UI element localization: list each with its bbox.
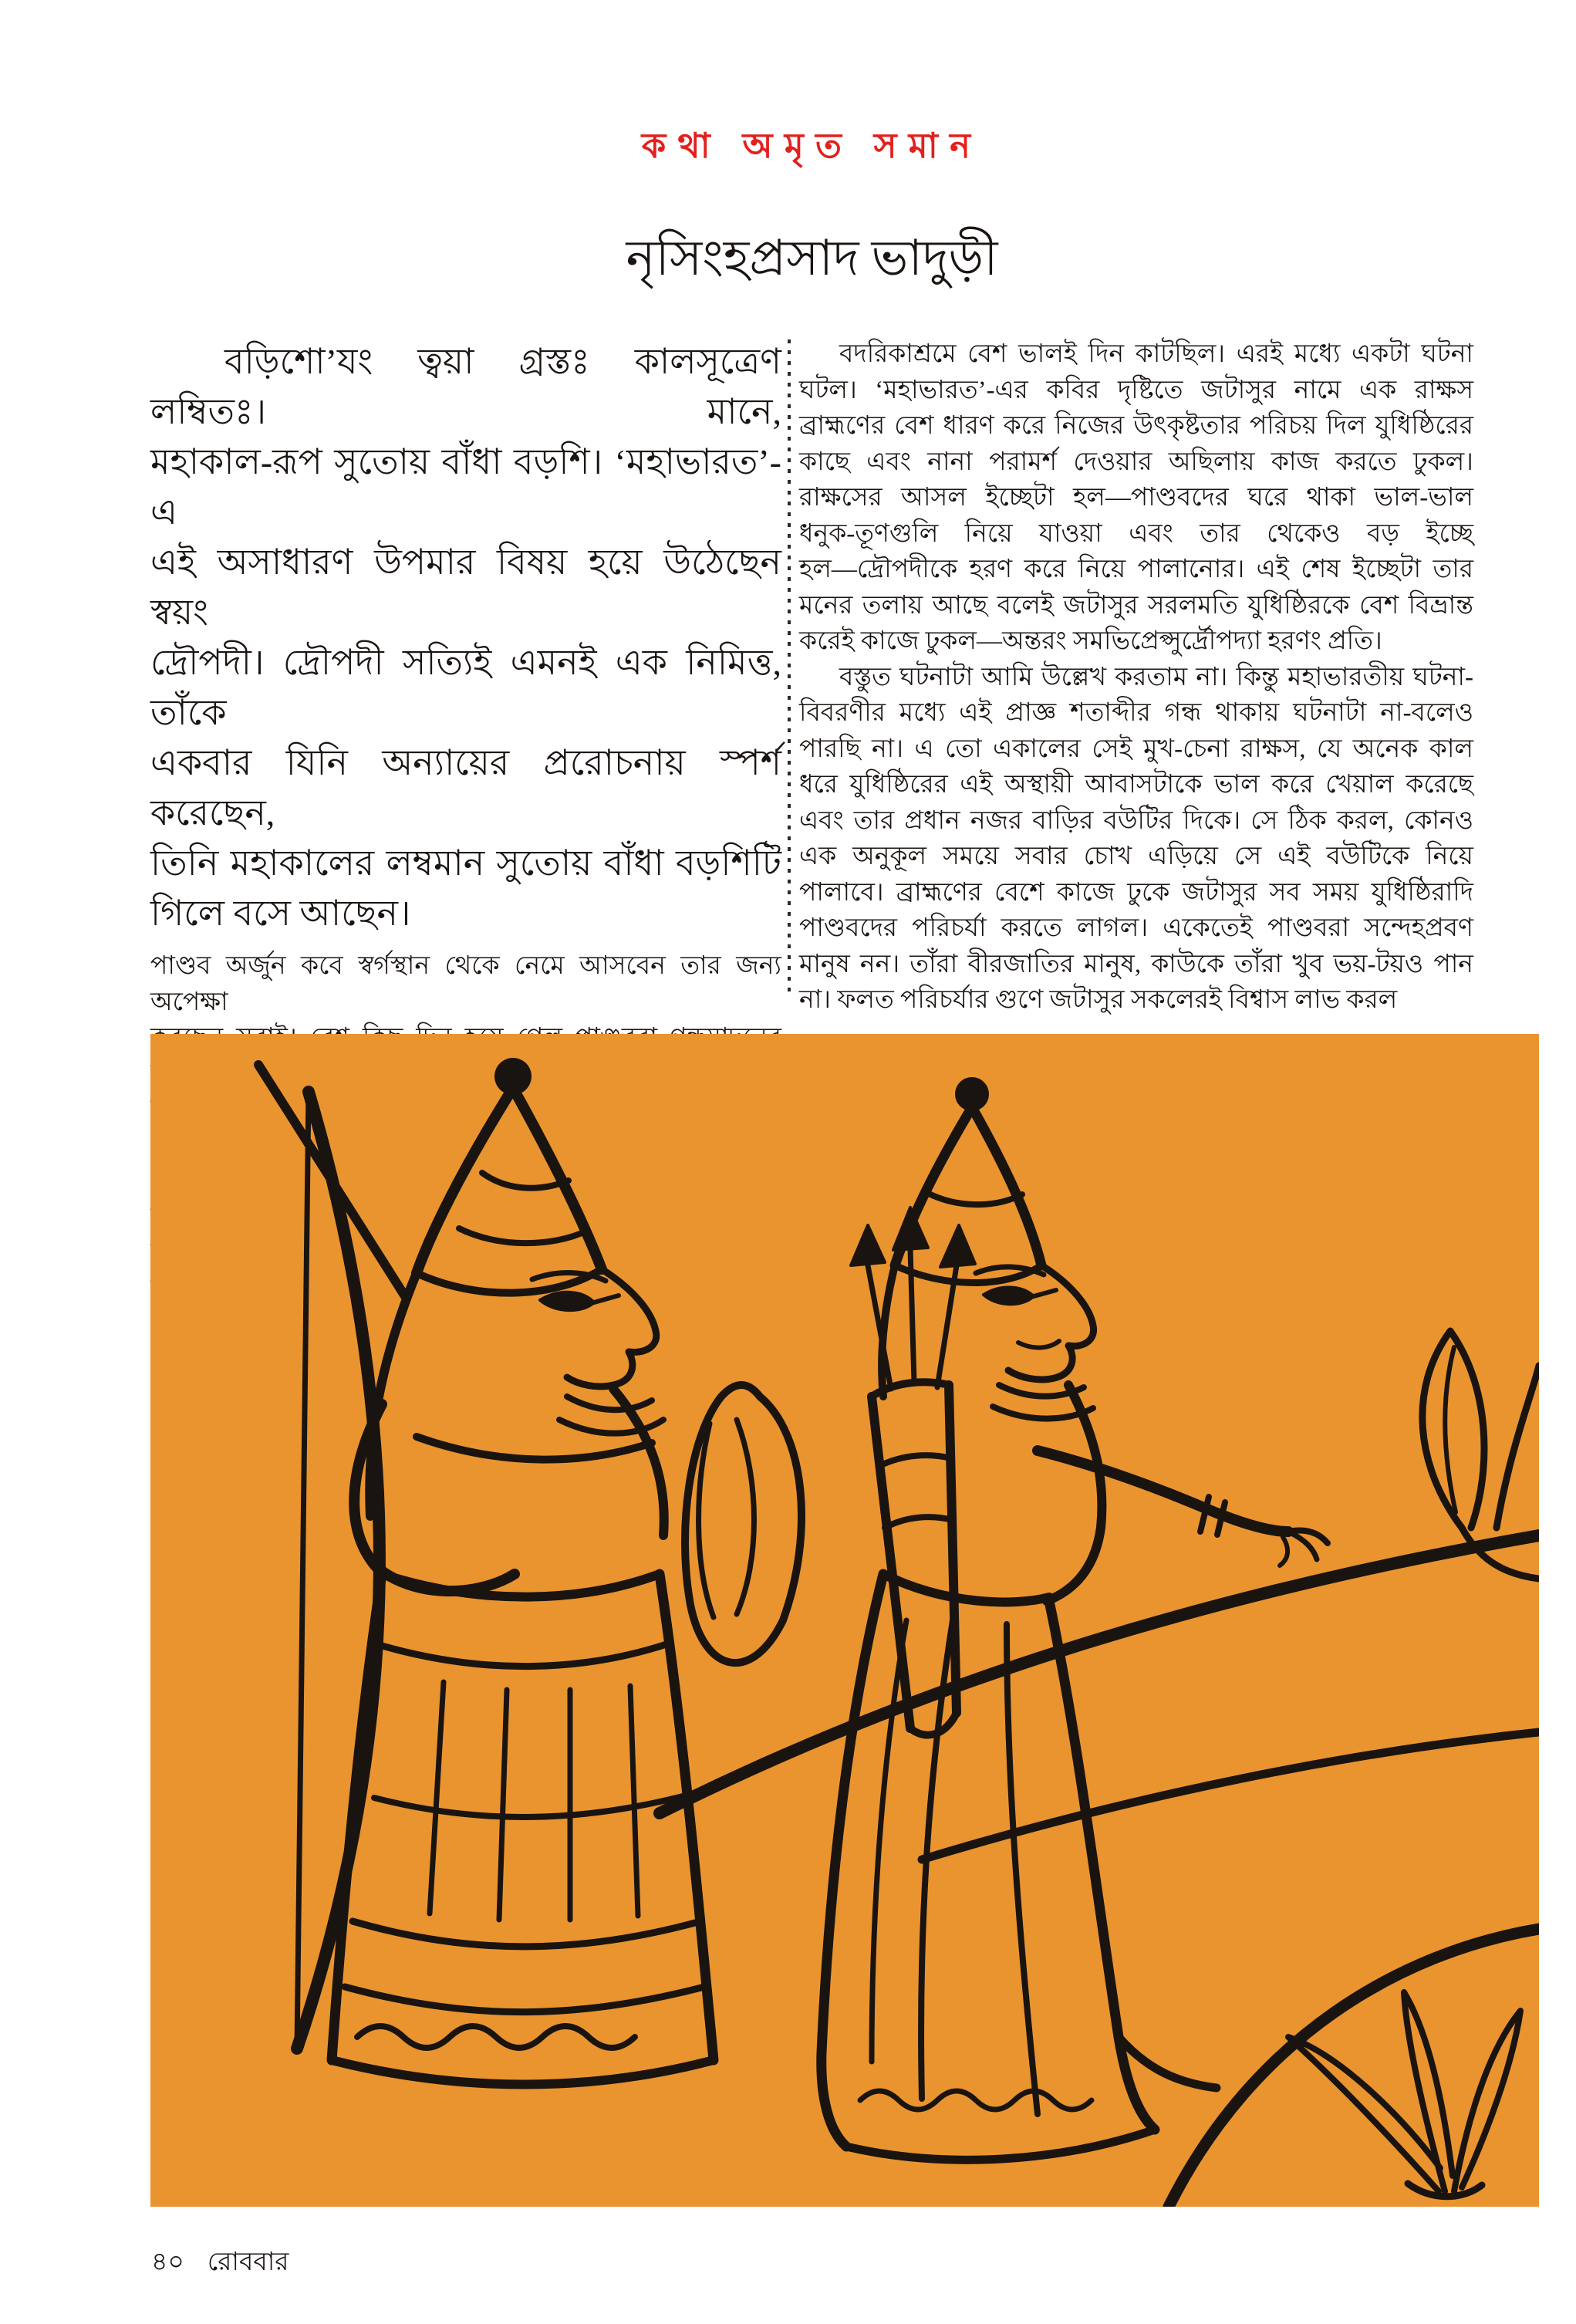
lede-paragraph — [150, 336, 781, 938]
text-line: ঘটল। ‘মহাভারত’-এর কবির দৃষ্টিতে জটাসুর নামে এক রাক্ষস — [799, 376, 1473, 404]
text-line: ধনুক-তূণগুলি নিয়ে যাওয়া এবং তার থেকেও বড় ইচ্ছে — [799, 519, 1473, 548]
page-number: ৪০ — [151, 2248, 184, 2276]
text-line: এবং তার প্রধান নজর বাড়ির বউটির দিকে। সে ঠিক করল, কোনও — [799, 806, 1473, 835]
text-line: মনের তলায় আছে বলেই জটাসুর সরলমতি যুধিষ্ঠিরকে বেশ বিভ্রান্ত — [799, 591, 1473, 620]
text-line: হল—দ্রৌপদীকে হরণ করে নিয়ে পালানোর। এই শেষ ইচ্ছেটা তার — [799, 556, 1473, 583]
text-line: বড়িশো’যং ত্বয়া গ্রস্তঃ কালসূত্রেণ লম্বিতঃ। মানে, — [150, 342, 781, 431]
text-line: দ্রৌপদী। দ্রৌপদী সত্যিই এমনই এক নিমিত্ত, তাঁকে — [150, 643, 781, 732]
text-line: না। ফলত পরিচর্যার গুণে জটাসুর সকলেরই বিশ্বাস লাভ করল — [799, 986, 1398, 1014]
text-line: এক অনুকূল সময়ে সবার চোখ এড়িয়ে সে এই বউটিকে নিয়ে — [799, 843, 1473, 870]
text-line: বস্তুত ঘটনাটা আমি উল্লেখ করতাম না। কিন্তু মহাভারতীয় ঘটনা- — [839, 663, 1473, 691]
column-right — [799, 336, 1473, 1018]
text-line: পাণ্ডবদের পরিচর্যা করতে লাগল। একেতেই পাণ্ডবরা সন্দেহপ্রবণ — [799, 914, 1473, 942]
text-line: পালাবে। ব্রাহ্মণের বেশে কাজে ঢুকে জটাসুর সব সময় যুধিষ্ঠিরাদি — [799, 878, 1473, 907]
text-line: করেই কাজে ঢুকল—অন্তরং সমভিপ্রেপ্সুর্দ্রৌপদ্যা হরণং প্রতি। — [799, 627, 1382, 655]
text-line: একবার যিনি অন্যায়ের প্ররোচনায় স্পর্শ করেছেন, — [150, 743, 781, 833]
text-line: পারছি না। এ তো একালের সেই মুখ-চেনা রাক্ষস, যে অনেক কাল — [799, 735, 1473, 763]
text-line: রাক্ষসের আসল ইচ্ছেটা হল—পাণ্ডবদের ঘরে থাকা ভাল-ভাল — [799, 484, 1473, 512]
patachitra-illustration — [150, 1034, 1539, 2207]
patachitra-illustration-canvas — [150, 1034, 1539, 2207]
column-divider-dotted-rule — [788, 339, 791, 991]
page-footer — [151, 2247, 289, 2278]
text-line: গিলে বসে আছেন। — [150, 893, 411, 933]
text-line: মানুষ নন। তাঁরা বীরজাতির মানুষ, কাউকে তাঁরা খুব ভয়-টয়ও পান — [799, 950, 1473, 978]
text-line: ব্রাহ্মণের বেশ ধারণ করে নিজের উৎকৃষ্টতার পরিচয় দিল যুধিষ্ঠিরের — [799, 412, 1473, 440]
text-line: বিবরণীর মধ্যে এই প্রাজ্ঞ শতাব্দীর গন্ধ থাকায় ঘটনাটা না-বলেও — [799, 699, 1473, 727]
page-title-author: নৃসিংহপ্রসাদ ভাদুড়ী — [626, 230, 998, 285]
section-label: কথা অমৃত সমান — [641, 127, 983, 165]
text-line: মহাকাল-রূপ সুতোয় বাঁধা বড়শি। ‘মহাভারত’-এ — [150, 442, 781, 532]
text-line: পাণ্ডব অর্জুন কবে স্বর্গস্থান থেকে নেমে আসবেন তার জন্য অপেক্ষা — [150, 952, 781, 1016]
text-line: বদরিকাশ্রমে বেশ ভালই দিন কাটছিল। এরই মধ্যে একটা ঘটনা — [839, 340, 1473, 368]
text-line: তিনি মহাকালের লম্বমান সুতোয় বাঁধা বড়শিটি — [150, 843, 781, 883]
magazine-name: রোববার — [207, 2248, 289, 2276]
text-line: এই অসাধারণ উপমার বিষয় হয়ে উঠেছেন স্বয়ং — [150, 542, 781, 632]
text-line: কাছে এবং নানা পরামর্শ দেওয়ার অছিলায় কাজ করতে ঢুকল। — [799, 448, 1473, 476]
right-paragraph-2 — [799, 660, 1473, 1018]
right-paragraph-1 — [799, 336, 1473, 660]
text-line: ধরে যুধিষ্ঠিরের এই অস্থায়ী আবাসটাকে ভাল করে খেয়াল করেছে — [799, 771, 1473, 799]
